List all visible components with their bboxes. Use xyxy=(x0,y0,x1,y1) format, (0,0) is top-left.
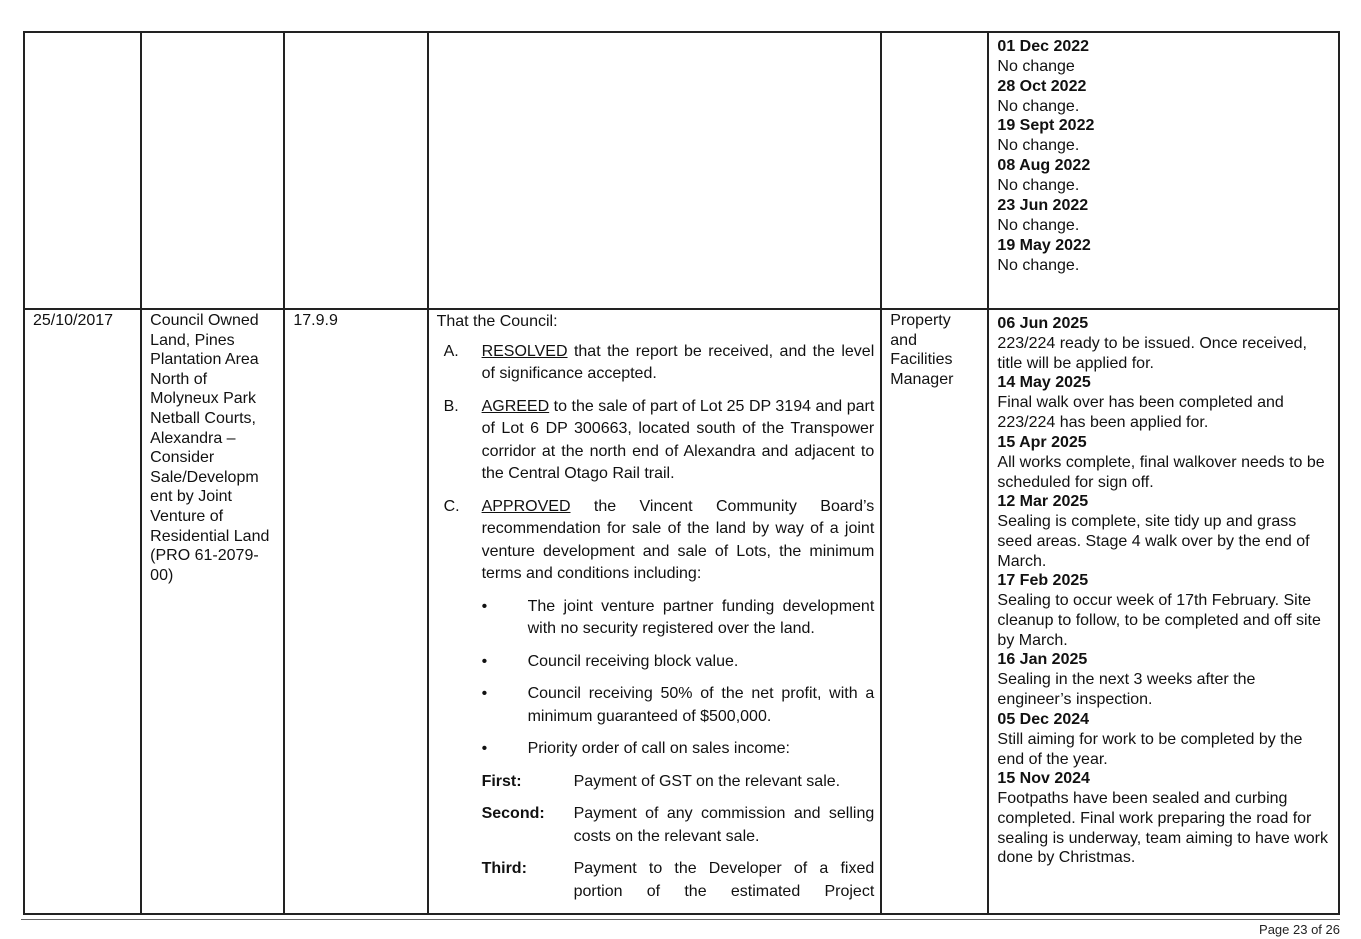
bullet-icon: • xyxy=(481,652,488,670)
updates-list xyxy=(989,310,1338,868)
resolution-clause xyxy=(437,396,875,486)
resolution-clause xyxy=(437,341,875,386)
responsible-officer: Property and Facilities Manager xyxy=(890,312,954,388)
priority-text: Payment of GST on the relevant sale. xyxy=(573,772,841,790)
clause-keyword: RESOLVED xyxy=(481,342,568,360)
clause-letter: C. xyxy=(443,497,460,515)
resolution-cell xyxy=(428,32,882,309)
resolution-text xyxy=(429,310,881,903)
clause-text xyxy=(482,496,875,586)
priority-key: Second: xyxy=(481,805,545,822)
footer-divider xyxy=(21,919,1340,920)
clause-keyword: APPROVED xyxy=(481,497,571,515)
update-date: 19 May 2022 xyxy=(997,236,1091,254)
update-date: 17 Feb 2025 xyxy=(997,572,1089,590)
update-text: No change. xyxy=(997,97,1080,115)
meeting-date-cell xyxy=(24,309,141,914)
clause-text xyxy=(482,396,875,486)
clause-letter: A. xyxy=(443,342,459,360)
clause-body: to the sale of part of Lot 25 DP 3194 and part of Lot 6 DP 300663, located south of the Transpower corridor at the north end of Alexandra and adjacent to the Central Otago Rail trail. xyxy=(481,397,875,482)
item-number-cell xyxy=(284,309,427,914)
table-row xyxy=(24,32,1339,309)
update-date: 19 Sept 2022 xyxy=(997,117,1095,135)
update-text: Sealing to occur week of 17th February. Site cleanup to follow, to be completed and off site by March. xyxy=(997,592,1321,649)
update-date: 28 Oct 2022 xyxy=(997,77,1087,95)
update-text: Footpaths have been sealed and curbing completed. Final work preparing the road for sealing is underway, team aiming to have work done by Christmas. xyxy=(997,790,1328,867)
update-date: 16 Jan 2025 xyxy=(997,651,1088,669)
subject-cell xyxy=(141,309,284,914)
priority-text: Payment to the Developer of a fixed portion of the estimated Project xyxy=(573,860,875,900)
update-text: No change. xyxy=(997,137,1080,155)
update-text: No change. xyxy=(997,256,1080,274)
responsible-cell xyxy=(881,32,988,309)
condition-text: Council receiving 50% of the net profit, with a minimum guaranteed of $500,000. xyxy=(527,685,875,725)
condition-text: Priority order of call on sales income: xyxy=(527,740,790,757)
update-date: 15 Nov 2024 xyxy=(997,770,1090,788)
priority-item xyxy=(482,803,875,848)
update-text: Sealing is complete, site tidy up and grass seed areas. Stage 4 walk over by the end of March. xyxy=(997,513,1310,570)
update-text: Final walk over has been completed and 223/224 has been applied for. xyxy=(997,394,1284,432)
table-row xyxy=(24,309,1339,914)
clause-keyword: AGREED xyxy=(481,397,550,415)
priority-key: First: xyxy=(481,772,522,790)
clause-letter: B. xyxy=(443,397,459,415)
update-date: 06 Jun 2025 xyxy=(997,315,1089,332)
priority-item xyxy=(482,771,875,794)
update-text: All works complete, final walkover needs to be scheduled for sign off. xyxy=(997,453,1325,491)
update-date: 23 Jun 2022 xyxy=(997,196,1089,214)
update-text: No change. xyxy=(997,177,1080,195)
update-date: 14 May 2025 xyxy=(997,374,1091,392)
item-number: 17.9.9 xyxy=(293,312,338,329)
subject-text: Council Owned Land, Pines Plantation Area North of Molyneux Park Netball Courts, Alexandra – Consider Sale/Developm ent by Joint Venture of Residential Land (PRO 61-2079-00) xyxy=(150,312,270,584)
resolution-cell xyxy=(428,309,882,914)
item-number-cell xyxy=(284,32,427,309)
clause-text xyxy=(482,341,875,386)
meeting-date: 25/10/2017 xyxy=(33,312,114,329)
update-text: No change. xyxy=(997,216,1080,234)
condition-item xyxy=(482,596,875,641)
page-number: Page 23 of 26 xyxy=(1259,922,1340,937)
clause-body: that the report be received, and the level of significance accepted. xyxy=(481,342,875,382)
resolution-clause xyxy=(437,496,875,586)
update-date: 01 Dec 2022 xyxy=(997,38,1090,55)
bullet-icon: • xyxy=(481,685,488,702)
updates-list xyxy=(989,33,1338,275)
priority-key: Third: xyxy=(481,860,527,877)
condition-item xyxy=(482,683,875,728)
updates-cell xyxy=(988,32,1339,309)
subject-cell xyxy=(141,32,284,309)
priority-text: Payment of any commission and selling costs on the relevant sale. xyxy=(573,805,875,845)
responsible-cell xyxy=(881,309,988,914)
update-text: Still aiming for work to be completed by the end of the year. xyxy=(997,730,1303,768)
updates-cell xyxy=(988,309,1339,914)
update-text: 223/224 ready to be issued. Once received, title will be applied for. xyxy=(997,335,1307,372)
actions-table xyxy=(23,31,1340,915)
condition-text: The joint venture partner funding development with no security registered over the land. xyxy=(527,597,875,637)
update-date: 05 Dec 2024 xyxy=(997,710,1090,728)
condition-text: Council receiving block value. xyxy=(527,652,739,670)
clause-body: the Vincent Community Board’s recommendation for sale of the land by way of a joint venture development and sale of Lots, the minimum terms and conditions including: xyxy=(481,497,875,582)
resolution-intro: That the Council: xyxy=(436,313,558,330)
bullet-icon: • xyxy=(481,740,488,757)
condition-item xyxy=(482,651,875,674)
update-date: 08 Aug 2022 xyxy=(997,157,1091,175)
update-text: No change xyxy=(997,58,1075,75)
priority-item xyxy=(482,858,875,903)
update-date: 12 Mar 2025 xyxy=(997,493,1089,511)
update-text: Sealing in the next 3 weeks after the engineer’s inspection. xyxy=(997,671,1256,709)
condition-item xyxy=(482,738,875,761)
meeting-date-cell xyxy=(24,32,141,309)
bullet-icon: • xyxy=(481,597,488,615)
update-date: 15 Apr 2025 xyxy=(997,433,1087,451)
